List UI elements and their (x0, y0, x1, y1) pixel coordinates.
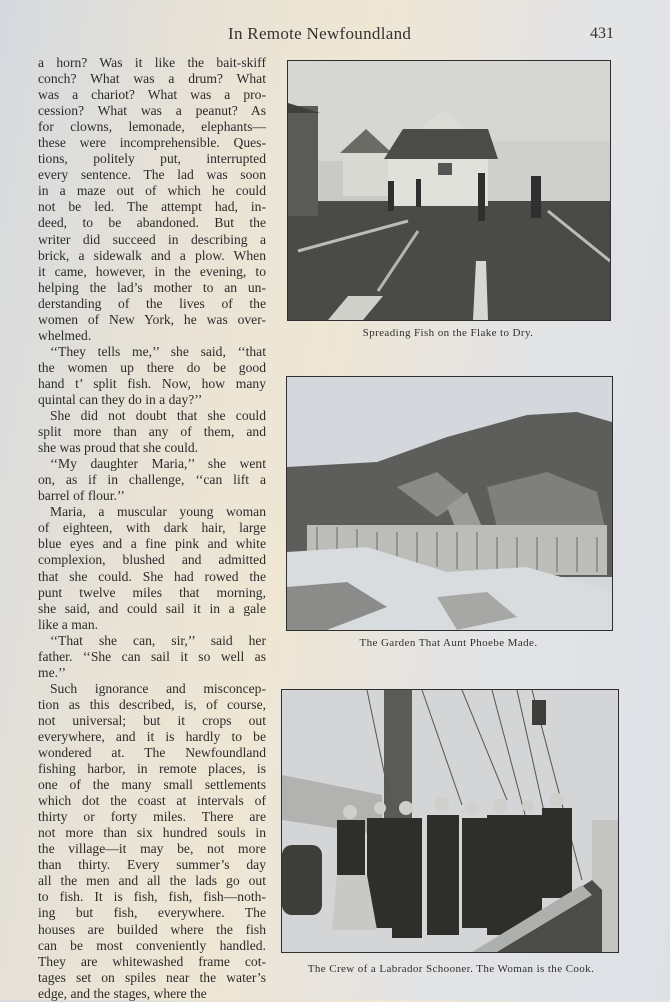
body-text-line: split more than any of them, and (38, 424, 266, 440)
body-text-line: She did not doubt that she could (50, 408, 266, 424)
body-text-line: helping the lad’s mother to an un- (38, 279, 266, 295)
body-text-line: barrel of flour.’’ (38, 488, 125, 504)
body-text-line: not be led. The attempt had, in- (38, 199, 266, 215)
body-text-line: Maria, a muscular young woman (50, 504, 266, 520)
body-text-line: the women up there do be good (38, 359, 266, 375)
body-text-line: tion as this described, is, of course, (38, 696, 266, 712)
body-text-line: deed, to be abandoned. But the (38, 215, 266, 231)
body-text-line: father. ‘‘She can sail it so well as (38, 648, 266, 664)
running-title: In Remote Newfoundland (228, 24, 412, 43)
body-text-line: conch? What was a drum? What (38, 71, 266, 87)
figure-caption: The Crew of a Labrador Schooner. The Woman is the Cook. (307, 963, 595, 975)
body-text-line: not more than six hundred souls in (38, 825, 266, 841)
body-text-line: she was proud that she could. (38, 440, 199, 456)
body-text-line: of eighteen, with dark hair, large (38, 520, 266, 536)
body-text-line: one of the many small settlements (38, 777, 266, 793)
body-text-line: ‘‘They tells me,’’ she said, ‘‘that (50, 343, 266, 359)
body-text-line: ing but fish, everywhere. The (38, 905, 266, 921)
photo-schooner-crew (281, 689, 619, 953)
body-text-line: hand t’ split fish. Now, how many (38, 375, 266, 391)
body-text-line: was a chariot? What was a pro- (38, 87, 266, 103)
body-text-line: derstanding of the lives of the (38, 295, 266, 311)
photo-garden (286, 376, 613, 631)
body-text-line: cession? What was a peanut? As (38, 103, 266, 119)
body-text-line: me.’’ (38, 664, 67, 680)
body-text-line: tages set on spiles near the water’s (38, 969, 266, 985)
body-text-line: wondered at. The Newfoundland (38, 745, 266, 761)
body-text-line: tions, politely put, interrupted (38, 151, 266, 167)
body-text-line: complexion, blushed and admitted (38, 552, 266, 568)
body-text-line: like a man. (38, 616, 99, 632)
body-text-line: that she could. She had rowed the (38, 568, 266, 584)
figure-caption: Spreading Fish on the Flake to Dry. (362, 327, 534, 339)
body-text-line: writer did succeed in describing a (38, 231, 266, 247)
body-text-line: a horn? Was it like the bait-skiff (38, 55, 266, 70)
body-text-line: ‘‘That she can, sir,’’ said her (50, 632, 266, 648)
body-text-line: houses are builded where the fish (38, 921, 266, 937)
body-text-line: thirty or forty miles. There are (38, 809, 266, 825)
body-text-line: quintal can they do in a day?’’ (38, 391, 203, 407)
page-number: 431 (590, 25, 614, 42)
body-text-line: all the men and all the lads go out (38, 873, 266, 889)
body-text-line: ‘‘My daughter Maria,’’ she went (50, 456, 266, 472)
body-text-line: for clowns, lemonade, elephants— (38, 119, 266, 135)
body-text-line: everywhere, and it is hardly to be (38, 728, 266, 744)
body-text-line: edge, and the stages, where the (38, 985, 207, 1001)
photo-fish-flake (287, 60, 611, 321)
body-text-column (38, 55, 266, 1002)
body-text-line: which dot the coast at intervals of (38, 793, 266, 809)
body-text-line: punt twelve miles that morning, (38, 584, 266, 600)
body-text-line: on, as if in challenge, ‘‘can lift a (38, 472, 266, 488)
body-text-line: whelmed. (38, 327, 92, 343)
body-text-line: than thirty. Every summer’s day (38, 857, 266, 873)
figure-caption: The Garden That Aunt Phoebe Made. (359, 637, 538, 649)
body-text-line: she said, and could sail it in a gale (38, 600, 266, 616)
body-text-line: Such ignorance and misconcep- (50, 680, 266, 696)
body-text-line: fishing harbor, in remote places, is (38, 761, 266, 777)
body-text-line: in a maze out of which he could (38, 183, 266, 199)
body-text-line: every sentence. The lad was soon (38, 167, 266, 183)
body-text-line: the village—it may be, not more (38, 841, 266, 857)
body-text-line: these were incomprehensible. Ques- (38, 135, 266, 151)
body-text-line: to fish. It is fish, fish, fish—noth- (38, 889, 266, 905)
body-text-line: not universal; but it crops out (38, 712, 266, 728)
body-text-line: women of New York, he was over- (38, 311, 266, 327)
body-text-line: can be most conveniently handled. (38, 937, 266, 953)
body-text-line: blue eyes and a fine pink and white (38, 536, 266, 552)
body-text-line: brick, a sidewalk and a plow. When (38, 247, 266, 263)
body-text-line: They are whitewashed frame cot- (38, 953, 266, 969)
body-text-line: it came, however, in the evening, to (38, 263, 266, 279)
